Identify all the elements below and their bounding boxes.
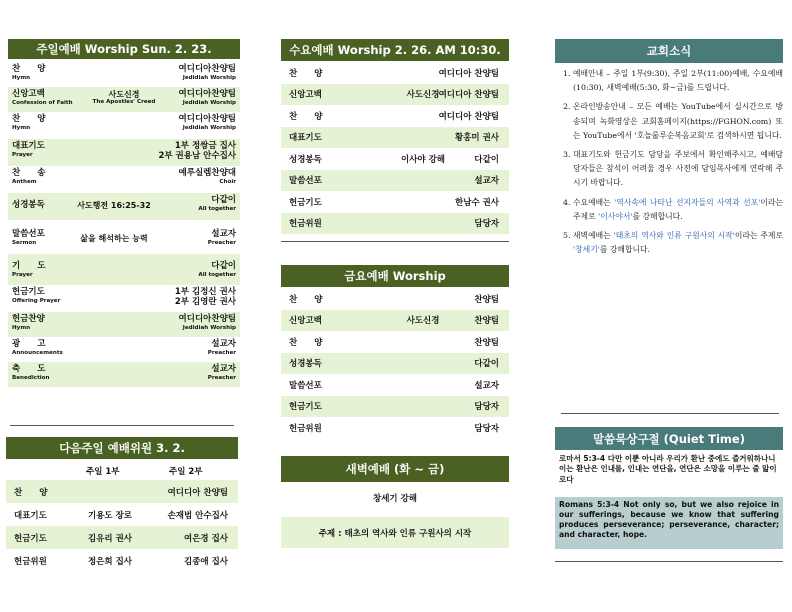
news-text-part: 이라는 주제로 — [734, 230, 783, 240]
row-leader-en: All together — [198, 205, 236, 212]
row-label: 성경봉독 — [289, 359, 322, 370]
row-leader: 다같이 — [211, 195, 236, 205]
friday-row — [281, 374, 509, 396]
divider — [555, 561, 783, 562]
sunday-order — [8, 62, 240, 387]
row-label: 광 고 — [12, 339, 46, 349]
row-label-en: Hymn — [12, 124, 31, 131]
row-leader: 다같이 — [474, 359, 499, 370]
sunday-row-scripture — [8, 193, 240, 220]
row-label: 찬 양 — [289, 111, 323, 122]
friday-row — [281, 310, 509, 332]
sunday-row-announcements — [8, 337, 240, 362]
news-number: 2. — [563, 102, 571, 112]
scripture-ref: 사도행전 16:25-32 — [77, 201, 151, 210]
row-label: 찬 양 — [12, 114, 46, 124]
second-service-name: 여디디아 찬양팀 — [167, 487, 228, 498]
row-leader: 설교자 — [474, 380, 499, 391]
row-leader: 다같이 — [474, 154, 499, 165]
sunday-row-creed — [8, 87, 240, 112]
sunday-row-prayer — [8, 139, 240, 166]
row-leader: 찬양팀 — [474, 316, 499, 327]
sunday-row-benediction — [8, 362, 240, 387]
row-middle: 사도신경 — [406, 316, 440, 327]
news-item — [555, 148, 783, 191]
news-item — [555, 196, 783, 224]
next-week-columns — [6, 460, 238, 480]
news-text-part: 수요예배는 — [573, 197, 615, 207]
wednesday-row — [281, 148, 509, 170]
sunday-row-hymn-2 — [8, 112, 240, 139]
sunday-row-prayer-2 — [8, 254, 240, 285]
row-label-en: Hymn — [12, 324, 31, 331]
news-item — [555, 229, 783, 257]
row-leader-en: Preacher — [207, 239, 236, 246]
wednesday-row — [281, 127, 509, 149]
row-label-en: Anthem — [12, 178, 37, 185]
first-service-name: 기용도 장로 — [88, 510, 133, 521]
row-leader: 여디디아찬양팀 — [178, 114, 236, 124]
row-leader: 담당자 — [474, 219, 499, 230]
row-leader: 찬양팀 — [474, 337, 499, 348]
news-number: 3. — [563, 149, 571, 159]
row-label-en: Offering Prayer — [12, 297, 61, 304]
quiet-time-english: Romans 5:3-4 Not only so, but we also rejoice in our sufferings, because we know that suffering produces perseverance; perseverance, character; and character, hope. — [555, 497, 783, 549]
row-label: 축 도 — [12, 364, 46, 374]
row-label-en: Prayer — [12, 151, 33, 158]
divider — [561, 413, 779, 414]
row-leader: 한남수 권사 — [454, 197, 499, 208]
col-first-service: 주일 1부 — [86, 467, 120, 477]
dawn-subtitle: 창세기 강해 — [372, 494, 417, 504]
sermon-title: 삶을 해석하는 능력 — [80, 234, 148, 243]
row-leader: 설교자 — [211, 339, 236, 349]
row-label-en: Prayer — [12, 271, 33, 278]
wednesday-row — [281, 62, 509, 84]
row-label: 신앙고백 — [289, 90, 322, 101]
row-leader: 여디디아찬양팀 — [178, 314, 236, 324]
row-leader: 찬양팀 — [474, 294, 499, 305]
row-label: 성경봉독 — [289, 154, 322, 165]
news-highlight: '창세기' — [573, 245, 600, 255]
row-label: 찬 양 — [289, 337, 323, 348]
row-label: 찬 송 — [12, 168, 46, 178]
row-label-en: Benediction — [12, 374, 50, 381]
col-second-service: 주일 2부 — [169, 467, 203, 477]
row-label: 헌금기도 — [289, 197, 322, 208]
row-label: 찬 양 — [12, 64, 46, 74]
row-leader: 여디디아 찬양팀 — [438, 90, 499, 101]
news-highlight: '태초의 역사와 인류 구원사의 시작' — [613, 230, 735, 240]
row-leader: 여디디아찬양팀 — [178, 64, 236, 74]
friday-order — [281, 288, 509, 439]
row-leader: 설교자 — [211, 364, 236, 374]
news-text — [573, 229, 783, 257]
friday-header: 금요예배 Worship — [281, 265, 509, 287]
row-leader-en: Jedidiah Worship — [182, 99, 236, 106]
row-label: 헌금기도 — [12, 287, 45, 297]
row-leader: 예루실렘찬양대 — [178, 168, 236, 178]
row-leader-en: Preacher — [207, 349, 236, 356]
row-leader: 설교자 — [211, 229, 236, 239]
first-service-name: 정은희 집사 — [88, 556, 133, 567]
row-leader-en: All together — [198, 271, 236, 278]
news-number: 5. — [563, 230, 571, 240]
row-leader-2: 2부 김영란 권사 — [174, 296, 236, 307]
row-leader: 담당자 — [474, 402, 499, 413]
friday-row — [281, 417, 509, 439]
news-number: 1. — [563, 69, 571, 78]
news-text-part: 를 강해합니다. — [632, 211, 683, 221]
row-leader: 설교자 — [474, 176, 499, 187]
row-leader-en: Jedidiah Worship — [182, 74, 236, 81]
friday-row — [281, 331, 509, 353]
news-text-part: 새벽예배는 — [573, 230, 614, 240]
row-leader: 여디디아 찬양팀 — [438, 68, 499, 79]
row-label: 말씀선포 — [12, 229, 45, 239]
row-label: 말씀선포 — [289, 176, 322, 187]
row-label: 찬 양 — [14, 487, 48, 498]
row-label: 말씀선포 — [289, 380, 322, 391]
second-service-name: 여은경 집사 — [183, 533, 228, 544]
row-middle: 사도신경 — [406, 90, 440, 101]
row-label: 찬 양 — [289, 68, 323, 79]
row-label: 헌금위원 — [289, 423, 322, 434]
friday-row — [281, 288, 509, 310]
dawn-theme: 주제 : 태초의 역사와 인류 구원사의 시작 — [281, 517, 509, 548]
row-label: 신앙고백 — [289, 316, 322, 327]
row-label: 헌금위원 — [289, 219, 322, 230]
next-week-header: 다음주일 예배위원 3. 2. — [6, 437, 238, 459]
second-service-name: 손재범 안수집사 — [167, 510, 228, 521]
row-label: 헌금찬양 — [12, 314, 45, 324]
row-leader: 황홍미 권사 — [454, 133, 499, 144]
row-label: 신앙고백 — [12, 89, 45, 99]
news-list — [555, 67, 783, 262]
row-leader-2: 2부 권용남 안수집사 — [158, 150, 236, 161]
row-middle: 이사야 강해 — [400, 154, 445, 165]
friday-row — [281, 396, 509, 418]
row-label: 헌금기도 — [289, 402, 322, 413]
row-leader: 담당자 — [474, 423, 499, 434]
row-leader: 여디디아찬양팀 — [178, 89, 236, 99]
news-header: 교회소식 — [555, 39, 783, 63]
row-label: 기 도 — [12, 261, 46, 271]
wednesday-header: 수요예배 Worship 2. 26. AM 10:30. — [281, 39, 509, 61]
sunday-header: 주일예배 Worship Sun. 2. 23. — [8, 39, 240, 59]
row-label-en: Hymn — [12, 74, 31, 81]
row-leader-en: Choir — [219, 178, 236, 185]
row-label: 대표기도 — [12, 141, 45, 151]
quiet-time-korean: 로마서 5:3-4 다만 이뿐 아니라 우리가 환난 중에도 즐거워하나니 이는 환난은 인내를, 인내는 연단을, 연단은 소망을 이루는 줄 앎이로다 — [559, 454, 777, 484]
news-item — [555, 67, 783, 95]
news-highlight: '이사야서' — [598, 211, 633, 221]
news-text: 온라인방송안내 – 모든 예배는 YouTube에서 실시간으로 방송되며 녹화영상은 교회홈페이지(https://FGHON.com) 또는 YouTube에서 '호놀룰루순복음교회'로 검색하시면 됩니다. — [573, 102, 783, 140]
wednesday-row — [281, 105, 509, 127]
news-number: 4. — [563, 197, 571, 207]
next-week-row — [6, 503, 238, 526]
row-leader-en: Preacher — [207, 374, 236, 381]
sunday-row-offering-hymn — [8, 312, 240, 337]
quiet-time-header: 말씀묵상구절 (Quiet Time) — [555, 427, 783, 450]
row-leader: 1부 정쌍금 집사 — [174, 141, 236, 151]
news-text: 예배안내 – 주일 1부(9:30), 주일 2부(11:00)예배, 수요예배(10:30), 새벽예배(5:30, 화~금)를 드립니다. — [573, 69, 783, 93]
news-text-part: 이라는 주제로 — [573, 197, 783, 221]
wednesday-order — [281, 62, 509, 234]
wednesday-row — [281, 191, 509, 213]
row-leader-en: Jedidiah Worship — [182, 324, 236, 331]
wednesday-row — [281, 84, 509, 106]
sunday-row-offering-prayer — [8, 285, 240, 312]
dawn-header: 새벽예배 (화 ~ 금) — [281, 456, 509, 482]
divider — [10, 425, 234, 426]
news-item — [555, 100, 783, 143]
row-label: 찬 양 — [289, 294, 323, 305]
next-week-table — [6, 480, 238, 572]
next-week-row — [6, 480, 238, 503]
row-label-en: Sermon — [12, 239, 37, 246]
row-leader: 1부 김정신 권사 — [174, 287, 236, 297]
row-label-en: Confession of Faith — [12, 99, 73, 106]
news-text-part: 를 강해합니다. — [599, 245, 651, 255]
second-service-name: 김종애 집사 — [183, 556, 228, 567]
row-label: 대표기도 — [289, 133, 322, 144]
row-label: 헌금기도 — [14, 533, 47, 544]
row-label-en: Announcements — [12, 349, 63, 356]
sunday-row-hymn-1 — [8, 62, 240, 87]
next-week-row — [6, 549, 238, 572]
news-text — [573, 196, 783, 224]
wednesday-row — [281, 213, 509, 235]
row-middle: 사도신경 — [108, 90, 140, 99]
sunday-row-anthem — [8, 166, 240, 193]
row-label: 대표기도 — [14, 510, 47, 521]
row-label: 헌금위원 — [14, 556, 47, 567]
divider — [281, 241, 509, 242]
row-middle-en: The Apostles' Creed — [92, 99, 156, 106]
row-leader: 여디디아 찬양팀 — [438, 111, 499, 122]
wednesday-row — [281, 170, 509, 192]
first-service-name: 김유리 권사 — [88, 533, 133, 544]
next-week-row — [6, 526, 238, 549]
row-label: 성경봉독 — [12, 200, 45, 210]
row-leader-en: Jedidiah Worship — [182, 124, 236, 131]
row-leader: 다같이 — [211, 261, 236, 271]
news-highlight: '역사속에 나타난 선지자들의 사역과 선포' — [614, 197, 761, 207]
news-text: 대표기도와 헌금기도 담당을 주보에서 확인해주시고, 예배담당자들은 참석이 어려울 경우 사전에 담임목사에게 연락해 주시기 바랍니다. — [573, 149, 783, 188]
sunday-row-sermon — [8, 220, 240, 254]
friday-row — [281, 353, 509, 375]
